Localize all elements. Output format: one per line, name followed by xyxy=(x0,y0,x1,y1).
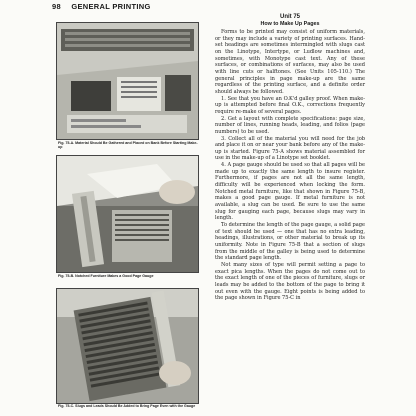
figure-75b-caption: Fig. 75-B. Notched Furniture Makes a Good Page Gauge xyxy=(58,274,154,278)
paragraph: To determine the length of the page gauge, a solid page of text should be used — one that has no extra leading, headings, illustrations, or other material to break up its uniformity. Note in Figure 75-B that a section of slugs from the middle of the galley is being used to determine the standard page length. xyxy=(215,222,365,262)
running-head xyxy=(52,2,151,11)
paragraph: Not many sizes of type will permit setting a page to exact pica lengths. When the pages do not come out to the exact length of one of the pieces of furniture, slugs or leads may be added to the bottom of the page to bring it out even with the gauge. Eight points is being added to the page shown in Figure 75-C in xyxy=(215,261,365,302)
unit-label: Unit 75 xyxy=(279,14,300,20)
unit-heading: How to Make Up Pages xyxy=(260,21,320,27)
paragraph: Forms to be printed may consist of uniform materials, or they may include a variety of printing surfaces. Hand-set headings are sometimes intermingled with slugs cast on the Linotype, Intertype, or Ludlow machines and, sometimes, with Monotype cast text. Any of these surfaces, or combinations of surfaces, may also be used with line cuts or halftones. (See Units 105-110.) The general principles in page make-up are the same regardless of the printing surface, and a definite order should always be followed. xyxy=(215,29,365,95)
figure-75b-photo xyxy=(56,155,199,273)
paragraph: 2. Get a layout with complete specifications: page size, number of lines, running heads, leading, and folios (page numbers) to be used. xyxy=(215,115,365,135)
paragraph: 4. A page gauge should be used so that all pages will be made up to exactly the same length to insure register. Furthermore, if pages are not all the same length, difficulty will be experienced when locking the form. Notched metal furniture, like that shown in Figure 75-B, makes a good page gauge. If metal furniture is not available, a slug can be used. Be sure to use the same slug for gauging each page, because slugs may vary in length. xyxy=(215,162,365,222)
figure-75c-caption: Fig. 75-C. Slugs and Leads Should Be Added to Bring Page Even with the Gauge xyxy=(58,404,196,408)
text-column xyxy=(215,14,365,302)
running-head-title: GENERAL PRINTING xyxy=(71,2,151,11)
page-number: 98 xyxy=(52,2,61,11)
paragraph: 1. See that you have an O.K'd galley proof. When make-up is attempted before final O.K., corrections frequently require re-make of several pages. xyxy=(215,95,365,115)
body-text xyxy=(215,29,365,302)
figure-75a-caption: Fig. 75-A. Material Should Be Gathered and Placed on Bank Before Starting Make-up xyxy=(58,141,198,150)
figure-75c-photo xyxy=(56,288,199,404)
paragraph: 3. Collect all of the material you will need for the job and place it on or near your bank before any of the make-up is started. Figure 75-A shows material assembled for use in the make-up of a Linotype set booklet. xyxy=(215,135,365,162)
figure-75a-photo xyxy=(56,22,199,140)
